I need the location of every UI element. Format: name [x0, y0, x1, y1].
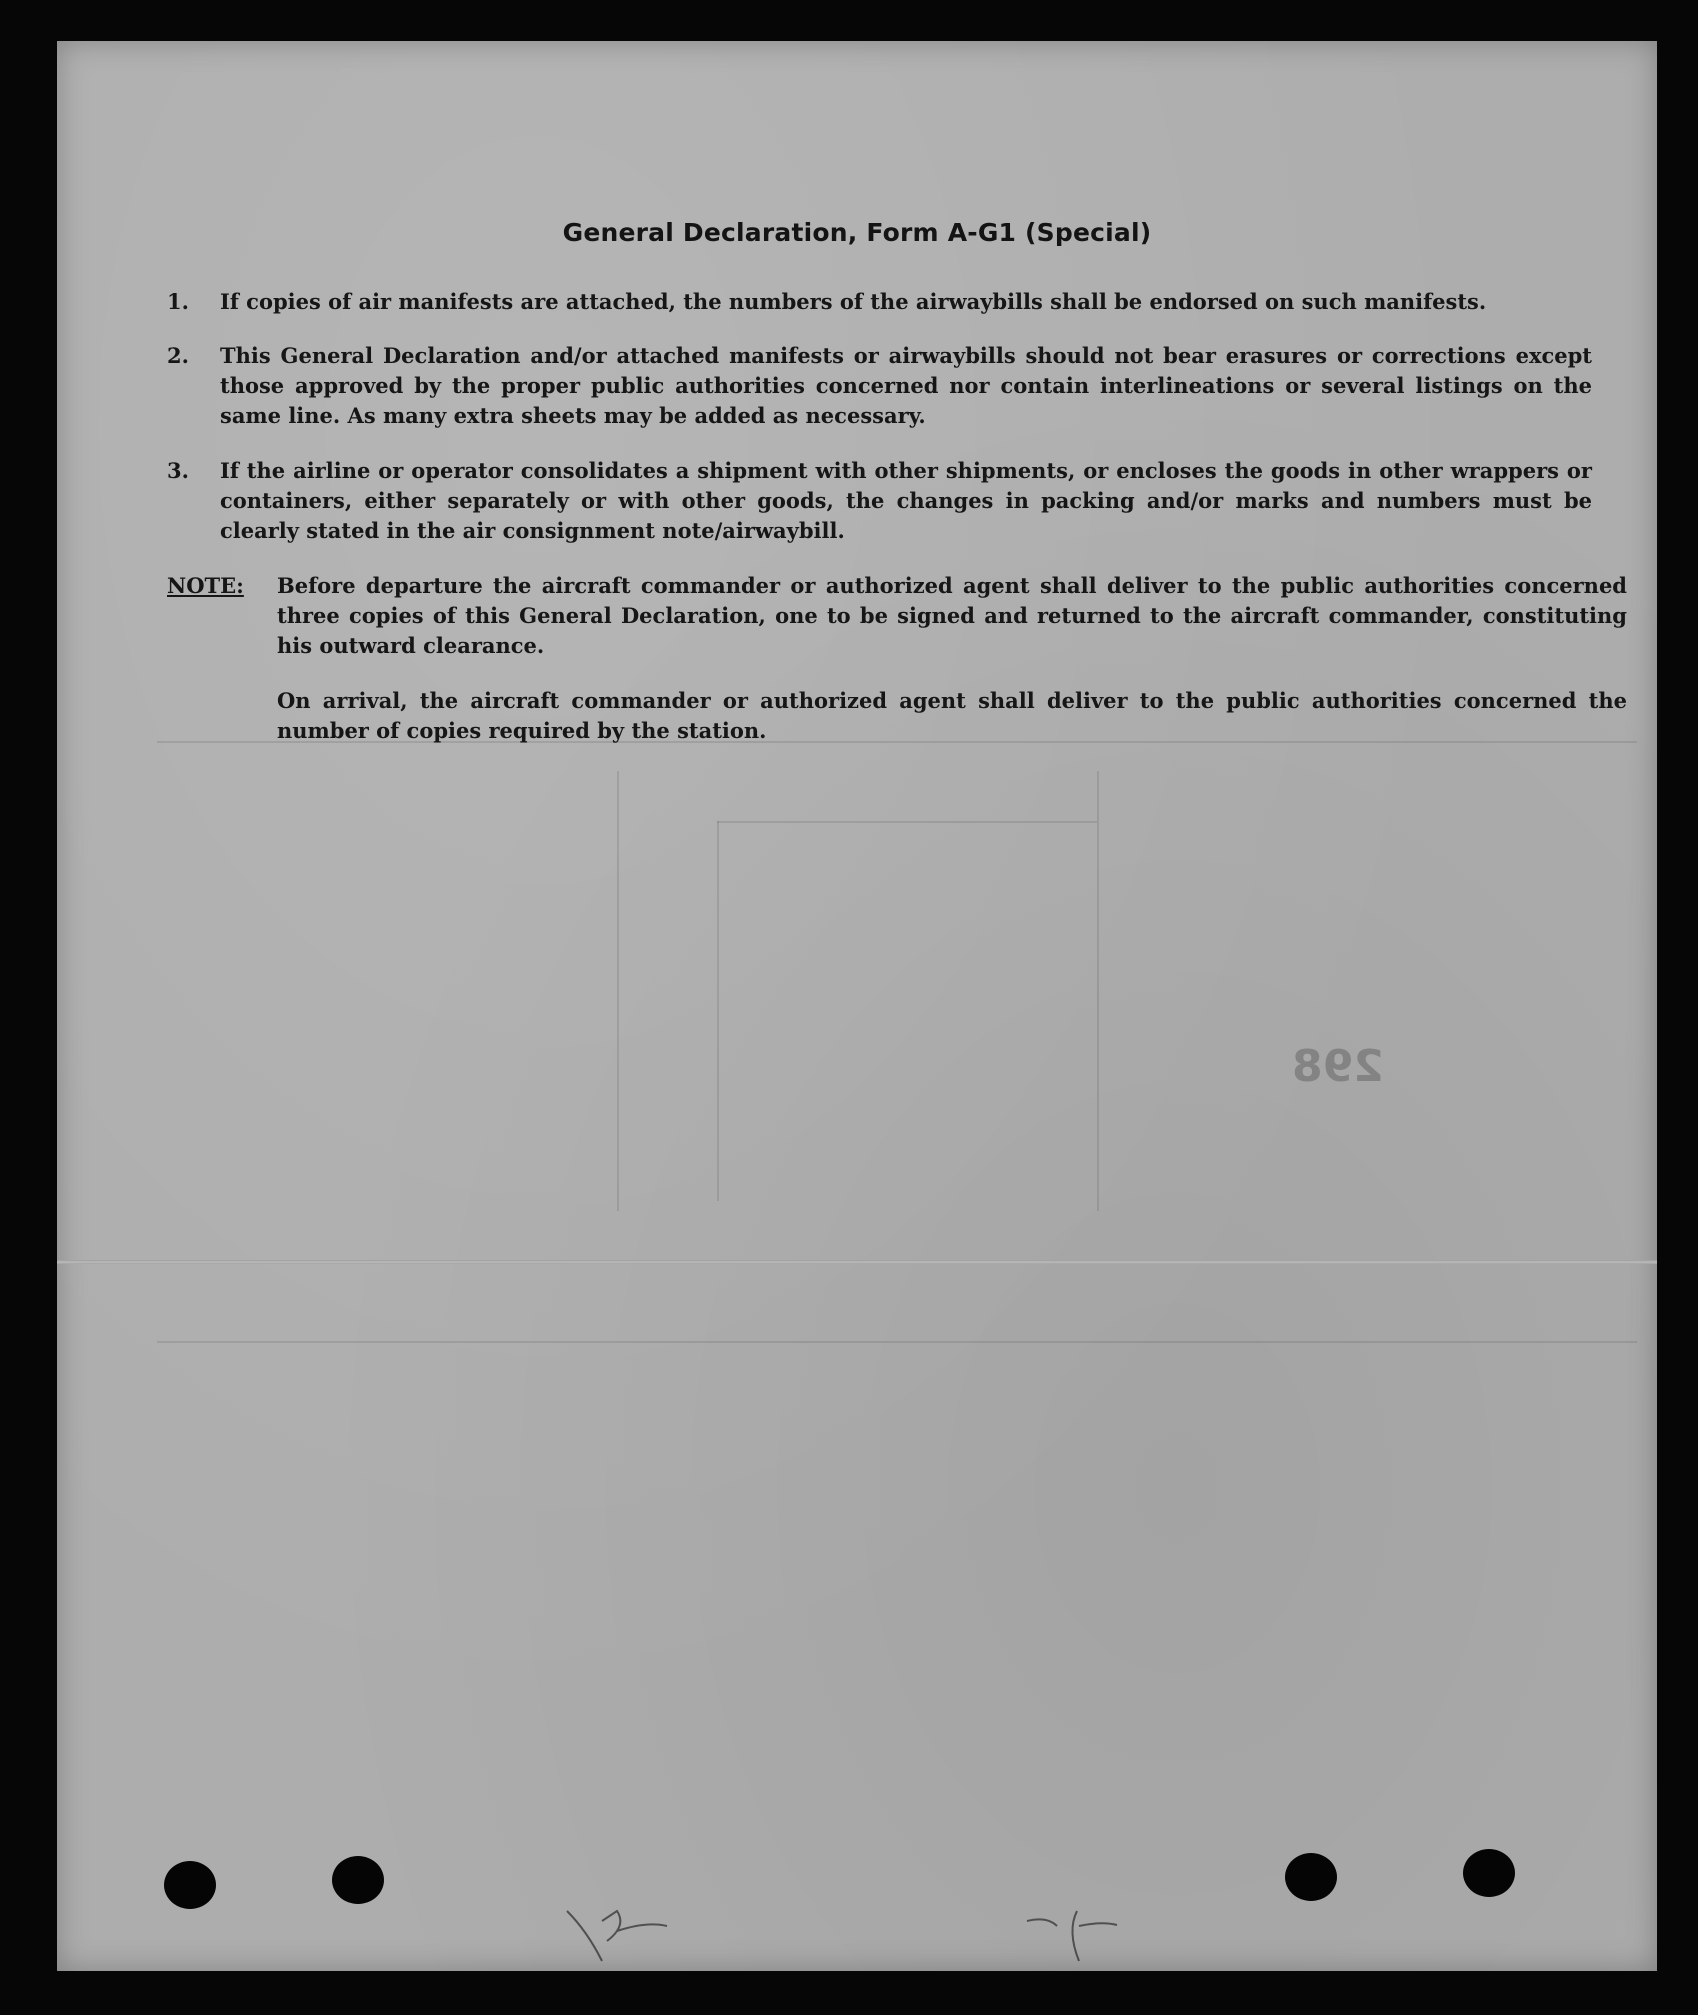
pencil-mark [557, 1891, 697, 1971]
punch-hole [164, 1861, 216, 1909]
bleed-through-rule [717, 821, 719, 1201]
item-number: 2. [167, 343, 189, 368]
document-title: General Declaration, Form A-G1 (Special) [562, 218, 1152, 247]
pencil-mark [1017, 1891, 1157, 1971]
item-text: If the airline or operator consolidates a shipment with other shipments, or encloses the goods in other wrappers or containers, either separately or with other goods, the changes in packing and/or marks and numbers must be clearly stated in the air consignment note/airwaybill. [220, 458, 1592, 543]
instruction-item-3 [167, 456, 1627, 546]
punch-hole [332, 1856, 384, 1904]
bleed-through-rule [157, 1341, 1637, 1343]
instruction-item-2 [167, 341, 1627, 431]
note-paragraph-1: Before departure the aircraft commander or authorized agent shall deliver to the public authorities concerned three copies of this General Declaration, one to be signed and returned to the aircraft commander, constituting his outward clearance. [277, 573, 1627, 658]
bleed-through-rule [617, 771, 619, 1211]
note-label: NOTE: [167, 573, 244, 598]
bleed-through-rule [1097, 771, 1099, 1211]
item-text: If copies of air manifests are attached, the numbers of the airwaybills shall be endorsed on such manifests. [220, 289, 1487, 314]
punch-hole [1463, 1849, 1515, 1897]
instruction-item-1 [167, 287, 1627, 317]
note-paragraph-2: On arrival, the aircraft commander or authorized agent shall deliver to the public authorities concerned the number of copies required by the station. [277, 688, 1627, 743]
item-number: 3. [167, 458, 189, 483]
item-number: 1. [167, 289, 189, 314]
page-fold-line [57, 1260, 1657, 1264]
bleed-through-rule [717, 821, 1097, 823]
bleed-through-number: 298 [1292, 1041, 1384, 1092]
document-page [57, 41, 1657, 1971]
item-text: This General Declaration and/or attached manifests or airwaybills should not bear erasures or corrections except those approved by the proper public authorities concerned nor contain interlineations or several listings on the same line. As many extra sheets may be added as necessary. [220, 343, 1592, 428]
punch-hole [1285, 1853, 1337, 1901]
